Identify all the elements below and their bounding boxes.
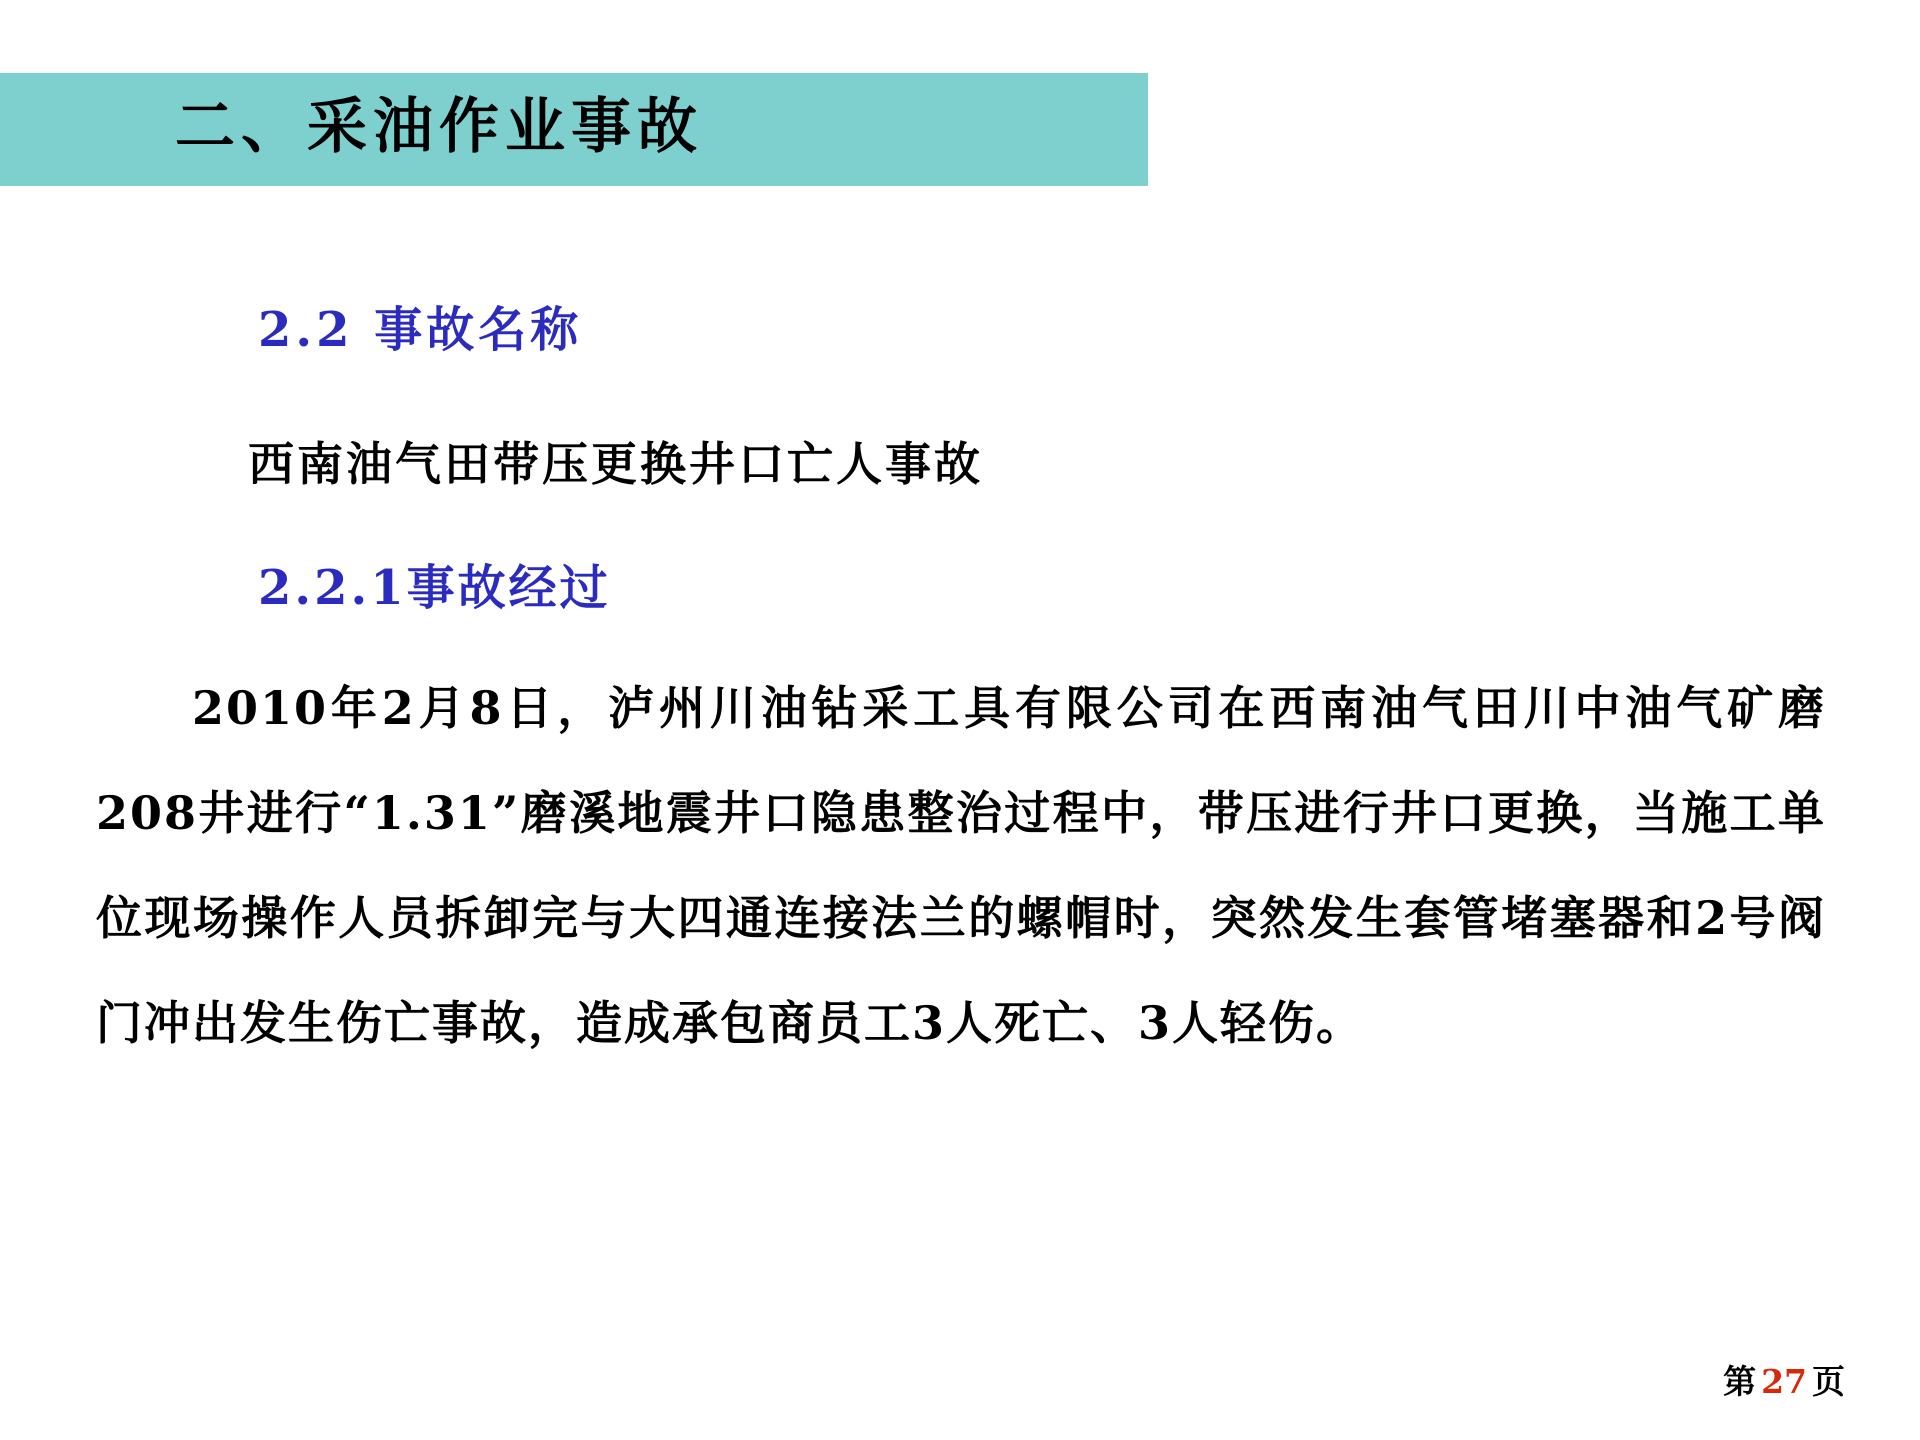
page-number-value: 27 bbox=[1761, 1362, 1807, 1401]
page-number-prefix: 第 bbox=[1723, 1362, 1757, 1401]
accident-description-paragraph: 2010年2月8日，泸州川油钻采工具有限公司在西南油气田川中油气矿磨208井进行“1.31”磨溪地震井口隐患整治过程中，带压进行井口更换，当施工单位现场操作人员拆卸完与大四通连接法兰的螺帽时，突然发生套管堵塞器和2号阀门冲出发生伤亡事故，造成承包商员工3人死亡、3人轻伤。 bbox=[96, 681, 1826, 1050]
page-number-footer bbox=[1723, 1362, 1845, 1401]
page-title: 二、采油作业事故 bbox=[175, 92, 703, 162]
section-heading-2-2-1: 2.2.1事故经过 bbox=[258, 560, 611, 616]
accident-name-text: 西南油气田带压更换井口亡人事故 bbox=[248, 437, 983, 491]
page-number-suffix: 页 bbox=[1812, 1362, 1845, 1401]
section-heading-2-2: 2.2 事故名称 bbox=[258, 302, 583, 358]
